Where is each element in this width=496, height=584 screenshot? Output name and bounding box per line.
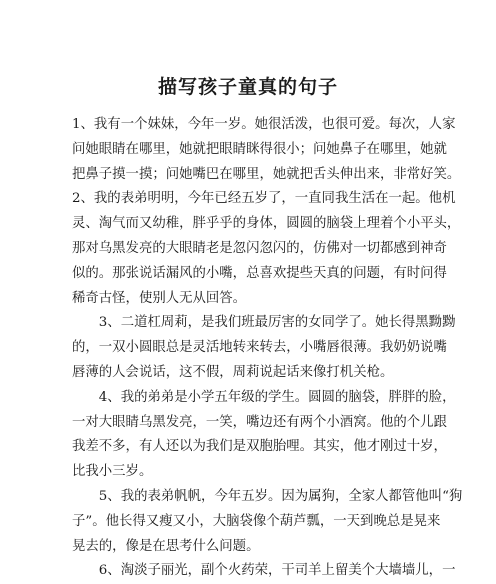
text-line: 4、我的弟弟是小学五年级的学生。圆圆的脑袋，胖胖的脸， [72, 389, 456, 405]
text-line: 我差不多，有人还以为我们是双胞胎哩。其实，他才刚过十岁， [72, 439, 447, 455]
text-line: 5、我的表弟帆帆，今年五岁。因为属狗，全家人都管他叫“狗 [72, 488, 463, 504]
document-body [72, 113, 463, 584]
text-line: 那对乌黑发亮的大眼睛老是忽闪忽闪的，仿佛对一切都感到神奇 [72, 240, 447, 256]
text-line: 似的。那张说话漏风的小嘴，总喜欢提些天真的问题，有时问得 [72, 265, 447, 281]
text-line: 1、我有一个妹妹，今年一岁。她很活泼，也很可爱。每次，人家 [72, 117, 456, 132]
text-line: 3、二道杠周莉，是我们班最厉害的女同学了。她长得黑黝黝 [72, 315, 456, 331]
text-line: 的，一双小圆眼总是灵活地转来转去，小嘴唇很薄。我奶奶说嘴 [72, 340, 447, 356]
text-line: 子”。他长得又瘦又小，大脑袋像个葫芦瓢，一天到晚总是晃来 [72, 513, 441, 529]
text-line: 唇薄的人会说话，这不假，周莉说起话来像打机关枪。 [72, 364, 394, 380]
text-line: 一对大眼睛乌黑发亮，一笑，嘴边还有两个小酒窝。他的个儿跟 [72, 414, 447, 430]
text-line: 问她眼睛在哪里，她就把眼睛眯得很小；问她鼻子在哪里，她就 [72, 141, 447, 157]
text-line: 2、我的表弟明明，今年已经五岁了，一直同我生活在一起。他机 [72, 191, 456, 207]
text-line: 稀奇古怪，使别人无从回答。 [72, 290, 247, 306]
text-line: 6、淘淡子丽光，副个火药荣，干司羊上留美个大墙墙儿，一 [72, 563, 456, 579]
text-line: 把鼻子摸一摸；问她嘴巴在哪里，她就把舌头伸出来，非常好笑。 [72, 166, 461, 182]
document-title: 描写孩子童真的句子 [157, 76, 338, 98]
text-line: 比我小三岁。 [72, 464, 153, 480]
text-line: 晃去的，像是在思考什么问题。 [72, 538, 260, 554]
text-line: 灵、淘气而又幼稚，胖乎乎的身体，圆圆的脑袋上理着个小平头， [72, 216, 461, 232]
